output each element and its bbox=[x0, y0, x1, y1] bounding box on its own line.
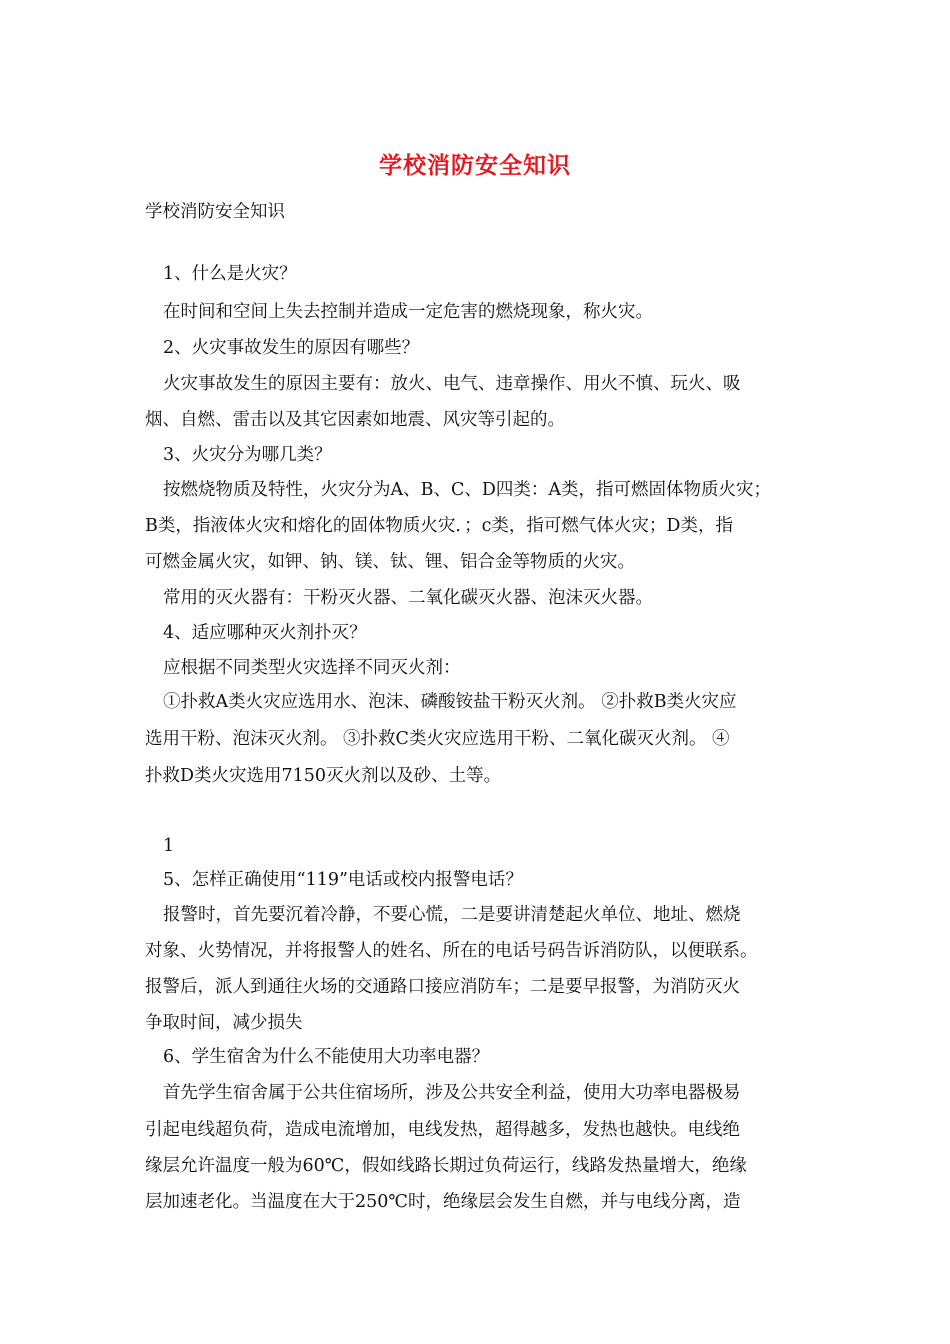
question-5: 5、怎样正确使用“119”电话或校内报警电话？ bbox=[163, 870, 523, 890]
question-2: 2、火灾事故发生的原因有哪些？ bbox=[163, 338, 420, 358]
answer-6-line-1: 首先学生宿舍属于公共住宿场所，涉及公共安全利益，使用大功率电器极易 bbox=[163, 1083, 741, 1103]
answer-4-line-1: ①扑救A类火灾应选用水、泡沫、磷酸铵盐干粉灭火剂。 ②扑救B类火灾应 bbox=[163, 692, 737, 712]
answer-4-line-3: 扑救D类火灾选用7150灭火剂以及砂、土等。 bbox=[145, 766, 502, 786]
answer-6-line-2: 引起电线超负荷，造成电流增加，电线发热，超得越多，发热也越快。电线绝 bbox=[145, 1120, 740, 1140]
answer-2-line-2: 烟、自燃、雷击以及其它因素如地震、风灾等引起的。 bbox=[145, 410, 565, 430]
answer-4-line-2: 选用干粉、泡沫灭火剂。 ③扑救C类火灾应选用干粉、二氧化碳灭火剂。 ④ bbox=[145, 729, 730, 749]
answer-3-line-1: 按燃烧物质及特性，火灾分为A、B、C、D四类：A类，指可燃固体物质火灾； bbox=[163, 480, 772, 500]
extinguishers-line: 常用的灭火器有：干粉灭火器、二氧化碳灭火器、泡沫灭火器。 bbox=[163, 588, 653, 608]
question-6: 6、学生宿舍为什么不能使用大功率电器？ bbox=[163, 1047, 490, 1067]
answer-5-line-1: 报警时，首先要沉着冷静，不要心慌，二是要讲清楚起火单位、地址、燃烧 bbox=[163, 905, 741, 925]
answer-5-line-3: 报警后，派人到通往火场的交通路口接应消防车；二是要早报警，为消防灭火 bbox=[145, 977, 740, 997]
answer-3-line-2: B类，指液体火灾和熔化的固体物质火灾．；c类，指可燃气体火灾；D类，指 bbox=[145, 516, 733, 536]
answer-5-line-2: 对象、火势情况，并将报警人的姓名、所在的电话号码告诉消防队，以便联系。 bbox=[145, 941, 758, 961]
document-title: 学校消防安全知识 bbox=[379, 152, 571, 179]
document-subtitle: 学校消防安全知识 bbox=[145, 202, 285, 222]
answer-4-intro: 应根据不同类型火灾选择不同灭火剂： bbox=[163, 658, 461, 678]
question-1: 1、什么是火灾？ bbox=[163, 264, 297, 284]
question-4: 4、适应哪种灭火剂扑灭？ bbox=[163, 623, 367, 643]
answer-6-line-4: 层加速老化。当温度在大于250℃时，绝缘层会发生自燃，并与电线分离，造 bbox=[145, 1192, 741, 1212]
question-3: 3、火灾分为哪几类？ bbox=[163, 445, 332, 465]
answer-6-line-3: 缘层允许温度一般为60℃，假如线路长期过负荷运行，线路发热量增大，绝缘 bbox=[145, 1156, 747, 1176]
answer-3-line-3: 可燃金属火灾，如钾、钠、镁、钛、锂、铝合金等物质的火灾。 bbox=[145, 552, 635, 572]
page-number: 1 bbox=[163, 836, 175, 856]
answer-1: 在时间和空间上失去控制并造成一定危害的燃烧现象，称火灾。 bbox=[163, 302, 653, 322]
answer-2-line-1: 火灾事故发生的原因主要有：放火、电气、违章操作、用火不慎、玩火、吸 bbox=[163, 374, 741, 394]
answer-5-line-4: 争取时间，减少损失 bbox=[145, 1013, 303, 1033]
